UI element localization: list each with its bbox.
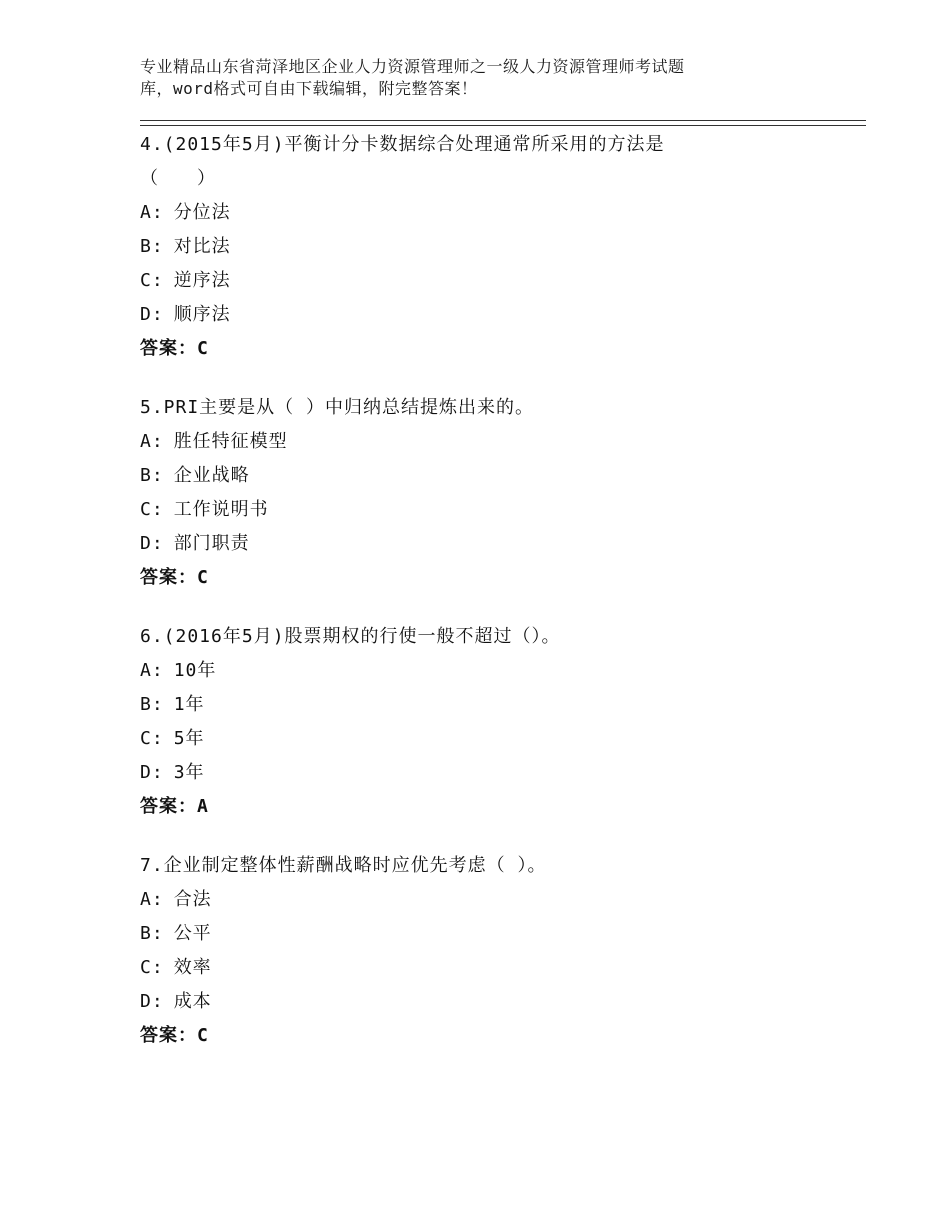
option-text: 成本 [173, 991, 212, 1012]
header-divider [140, 120, 866, 126]
option-text: 1年 [173, 694, 205, 715]
question-4 [140, 128, 866, 366]
option-text: 对比法 [173, 236, 231, 257]
option-key: D: [140, 991, 164, 1012]
option-a [140, 196, 866, 230]
option-d [140, 527, 866, 561]
option-text: 分位法 [173, 202, 231, 223]
answer-line: 答案：A [140, 796, 209, 817]
option-text: 工作说明书 [173, 499, 269, 520]
option-c [140, 264, 866, 298]
option-d [140, 985, 866, 1019]
option-text: 顺序法 [173, 304, 231, 325]
option-text: 部门职责 [173, 533, 250, 554]
option-key: C: [140, 728, 164, 749]
option-c [140, 722, 866, 756]
option-b [140, 688, 866, 722]
question-5 [140, 391, 866, 595]
question-stem: 4.(2015年5月)平衡计分卡数据综合处理通常所采用的方法是 [140, 134, 665, 155]
option-text: 企业战略 [173, 465, 250, 486]
question-list [140, 128, 866, 1078]
option-key: B: [140, 236, 164, 257]
option-b [140, 917, 866, 951]
option-b [140, 459, 866, 493]
question-7 [140, 849, 866, 1053]
question-stem: 7.企业制定整体性薪酬战略时应优先考虑（ ）。 [140, 855, 547, 876]
option-key: A: [140, 660, 164, 681]
header-line-2: 库，word格式可自由下载编辑，附完整答案！ [140, 79, 478, 98]
option-text: 逆序法 [173, 270, 231, 291]
option-key: D: [140, 533, 164, 554]
header-line-1: 专业精品山东省菏泽地区企业人力资源管理师之一级人力资源管理师考试题 [140, 57, 685, 76]
option-d [140, 756, 866, 790]
option-key: B: [140, 694, 164, 715]
option-key: C: [140, 499, 164, 520]
option-text: 10年 [173, 660, 217, 681]
option-key: B: [140, 923, 164, 944]
option-text: 合法 [173, 889, 212, 910]
option-a [140, 654, 866, 688]
option-key: B: [140, 465, 164, 486]
option-d [140, 298, 866, 332]
document-header [140, 56, 820, 100]
option-a [140, 425, 866, 459]
question-stem: 6.(2016年5月)股票期权的行使一般不超过（）。 [140, 626, 561, 647]
question-stem-continued: （ ） [140, 168, 216, 189]
answer-line: 答案：C [140, 567, 209, 588]
option-b [140, 230, 866, 264]
option-key: A: [140, 431, 164, 452]
option-text: 胜任特征模型 [173, 431, 288, 452]
option-c [140, 493, 866, 527]
option-a [140, 883, 866, 917]
option-text: 5年 [173, 728, 205, 749]
question-stem: 5.PRI主要是从（ ）中归纳总结提炼出来的。 [140, 397, 535, 418]
option-c [140, 951, 866, 985]
option-key: A: [140, 202, 164, 223]
option-key: A: [140, 889, 164, 910]
option-key: C: [140, 957, 164, 978]
answer-line: 答案：C [140, 1025, 209, 1046]
option-key: C: [140, 270, 164, 291]
option-text: 公平 [173, 923, 212, 944]
option-key: D: [140, 762, 164, 783]
option-text: 效率 [173, 957, 212, 978]
question-6 [140, 620, 866, 824]
option-key: D: [140, 304, 164, 325]
option-text: 3年 [173, 762, 205, 783]
answer-line: 答案：C [140, 338, 209, 359]
